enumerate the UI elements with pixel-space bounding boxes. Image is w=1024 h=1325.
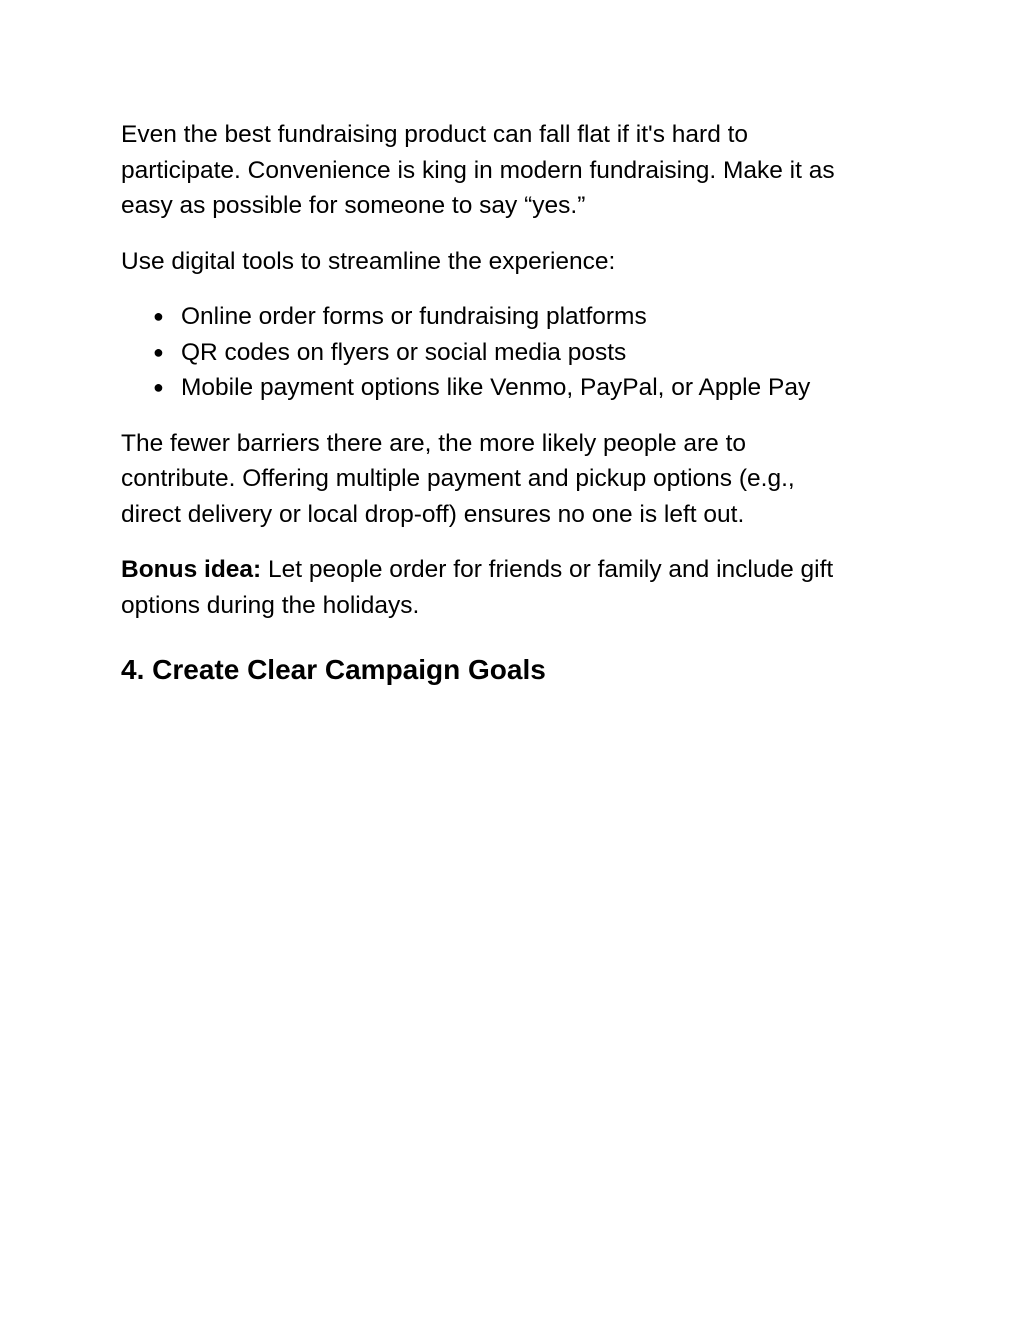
- list-item-text: QR codes on flyers or social media posts: [181, 338, 627, 366]
- bullet-icon: ●: [153, 377, 164, 397]
- paragraph-digital-tools: Use digital tools to streamline the experience:: [121, 247, 616, 275]
- list-item: [121, 370, 921, 406]
- list-item: [121, 299, 921, 335]
- list-item-text: Online order forms or fundraising platforms: [181, 303, 647, 330]
- list-item: [121, 335, 921, 371]
- bullet-list: [121, 299, 921, 406]
- paragraph-bonus-idea: [121, 552, 921, 623]
- bonus-idea-text: Let people order for friends or family and include gift options during the holidays.: [121, 556, 834, 619]
- bullet-icon: ●: [153, 306, 164, 326]
- list-item-text: Mobile payment options like Venmo, PayPal, or Apple Pay: [181, 374, 811, 401]
- paragraph-convenience: Even the best fundraising product can fall flat if it's hard to participate. Convenience is king in modern fundraising. Make it as easy as possible for someone to say “yes.”: [121, 121, 835, 219]
- paragraph-barriers: The fewer barriers there are, the more likely people are to contribute. Offering multiple payment and pickup options (e.g., direct delivery or local drop-off) ensures no one is left out.: [121, 429, 795, 528]
- bullet-icon: ●: [153, 341, 164, 362]
- section-heading: 4. Create Clear Campaign Goals: [121, 654, 546, 685]
- bonus-idea-label: Bonus idea:: [121, 556, 262, 583]
- document-page: [121, 117, 921, 688]
